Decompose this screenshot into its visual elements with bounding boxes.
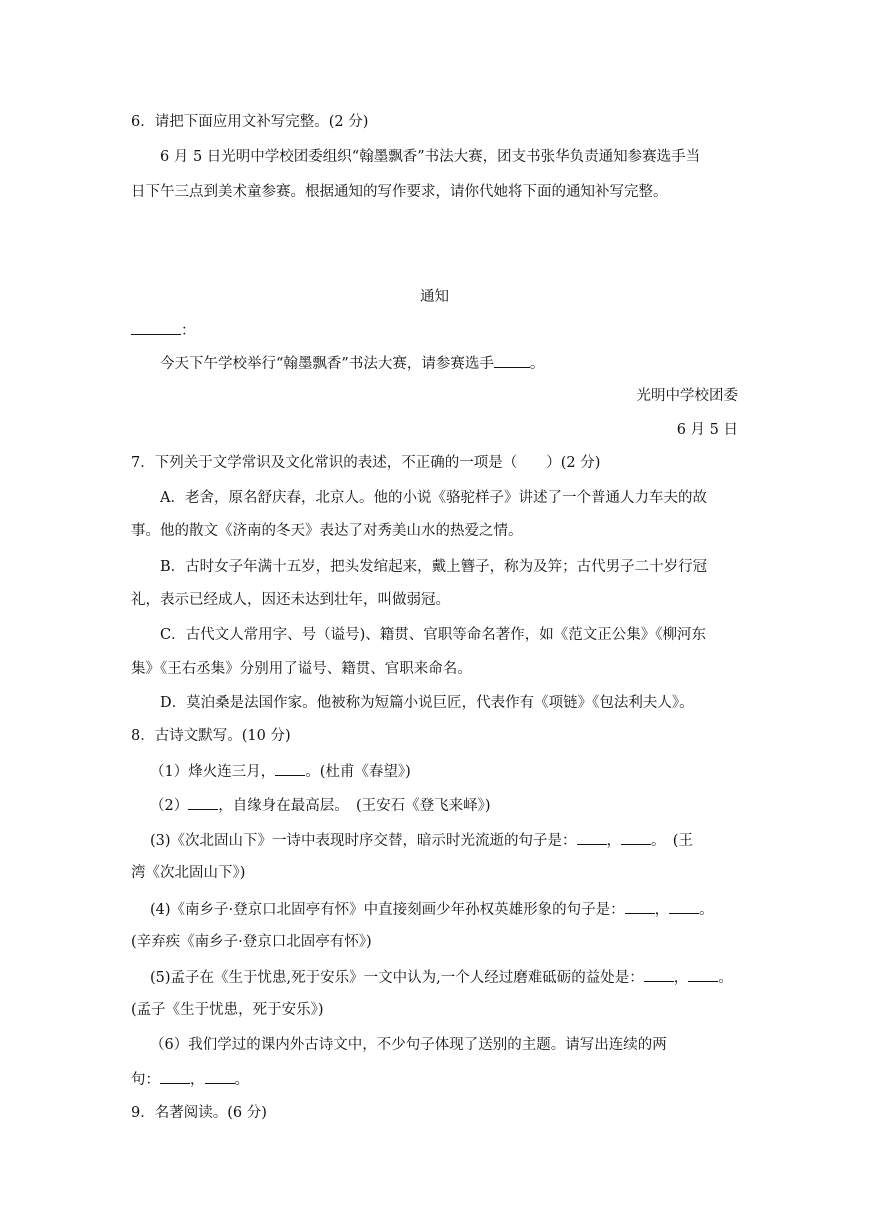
q7-option-c-line-2: 集》《王右丞集》分别用了谥号、籍贯、官职来命名。 xyxy=(131,661,472,677)
notice-salutation xyxy=(131,320,196,341)
q8-item-2-blank[interactable] xyxy=(188,795,218,810)
q8-item-4-comma: ， xyxy=(654,902,670,918)
q7-option-b-line-2: 礼，表示已经成人，因还未达到壮年，叫做弱冠。 xyxy=(131,592,450,608)
q7-option-a-line-2: 事。他的散文《济南的冬天》表达了对秀美山水的热爱之情。 xyxy=(131,523,523,539)
q8-item-1 xyxy=(150,761,411,782)
q8-item-4-source: (辛弃疾《南乡子·登京口北固亭有怀》) xyxy=(131,934,372,950)
q8-item-4-text: (4)《南乡子·登京口北固亭有怀》中直接刻画少年孙权英雄形象的句子是： xyxy=(150,902,625,918)
q6-title: 6．请把下面应用文补写完整。(2 分) xyxy=(131,114,369,130)
q8-item-4 xyxy=(150,899,714,920)
q6-paragraph-line-2: 日下午三点到美术童参赛。根据通知的写作要求，请你代她将下面的通知补写完整。 xyxy=(131,184,668,200)
q8-item-3-source: 湾《次北固山下》) xyxy=(131,865,246,881)
q8-item-4-blank-2[interactable] xyxy=(669,899,699,914)
q8-item-6-blank-2[interactable] xyxy=(205,1069,235,1084)
q9-title: 9．名著阅读。(6 分) xyxy=(131,1105,267,1121)
q8-item-6-prefix: 句： xyxy=(131,1072,160,1088)
q8-item-1-source: 。(杜甫《春望》) xyxy=(305,764,411,780)
q7-title: 7．下列关于文学常识及文化常识的表述，不正确的一项是（ ）(2 分) xyxy=(131,455,601,471)
q8-item-4-blank-1[interactable] xyxy=(625,899,655,914)
q8-item-4-end: 。 xyxy=(699,902,714,918)
q8-title: 8．古诗文默写。(10 分) xyxy=(131,728,291,744)
q8-item-3-blank-2[interactable] xyxy=(621,830,651,845)
q8-item-2-text: ，自缘身在最高层。 (王安石《登飞来峄》) xyxy=(218,798,491,814)
salutation-blank[interactable] xyxy=(131,320,181,335)
q8-item-5-text: (5)孟子在《生于忧患,死于安乐》一文中认为,一个人经过磨难砥砺的益处是： xyxy=(150,970,644,986)
q8-item-6-end: 。 xyxy=(234,1072,249,1088)
q8-item-2-num: （2） xyxy=(150,798,189,814)
q8-item-5-comma: ， xyxy=(673,970,689,986)
q8-item-1-blank[interactable] xyxy=(275,761,305,776)
q8-item-3 xyxy=(150,830,693,851)
notice-body-text: 今天下午学校举行“翰墨飘香”书法大赛，请参赛选手 xyxy=(160,356,494,372)
notice-body-end: 。 xyxy=(529,356,545,372)
q8-item-5-end: 。 xyxy=(718,970,733,986)
q7-option-c-line-1: C．古代文人常用字、号（谥号)、籍贯、官职等命名著作，如《范文正公集》《柳河东 xyxy=(160,627,706,643)
q8-item-5-source: (孟子《生于忧患，死于安乐》) xyxy=(131,1002,324,1018)
notice-signer: 光明中学校团委 xyxy=(636,388,738,404)
q8-item-5-blank-2[interactable] xyxy=(688,967,718,982)
salutation-colon: ： xyxy=(181,323,196,339)
q6-paragraph-line-1: 6 月 5 日光明中学校团委组织“翰墨飘香”书法大赛，团支书张华负责通知参赛选手当 xyxy=(160,149,701,165)
notice-body-blank[interactable] xyxy=(494,353,530,368)
q8-item-3-comma: ， xyxy=(606,833,622,849)
q8-item-6-line-1: （6）我们学过的课内外古诗文中，不少句子体现了送别的主题。请写出连续的两 xyxy=(150,1037,667,1053)
q8-item-5-blank-1[interactable] xyxy=(644,967,674,982)
q8-item-3-text: (3)《次北固山下》一诗中表现时序交替，暗示时光流逝的句子是： xyxy=(150,833,577,849)
q8-item-3-end: 。 (王 xyxy=(651,833,693,849)
q8-item-2 xyxy=(150,795,491,816)
q8-item-6-line-2 xyxy=(131,1069,249,1090)
notice-body xyxy=(160,353,544,374)
notice-date: 6 月 5 日 xyxy=(676,422,738,438)
q7-option-b-line-1: B．古时女子年满十五岁，把头发绾起来，戴上簪子，称为及笄；古代男子二十岁行冠 xyxy=(160,559,708,575)
q7-option-a-line-1: A．老舍，原名舒庆春，北京人。他的小说《骆驼样子》讲述了一个普通人力车夫的故 xyxy=(160,490,707,506)
q8-item-3-blank-1[interactable] xyxy=(577,830,607,845)
q8-item-6-blank-1[interactable] xyxy=(160,1069,190,1084)
notice-title: 通知 xyxy=(420,289,449,305)
q8-item-6-comma: ， xyxy=(190,1072,205,1088)
q7-option-d: D．莫泊桑是法国作家。他被称为短篇小说巨匠，代表作有《项链》《包法利夫人》。 xyxy=(160,695,694,711)
q8-item-1-text: （1）烽火连三月， xyxy=(150,764,276,780)
q8-item-5 xyxy=(150,967,733,988)
